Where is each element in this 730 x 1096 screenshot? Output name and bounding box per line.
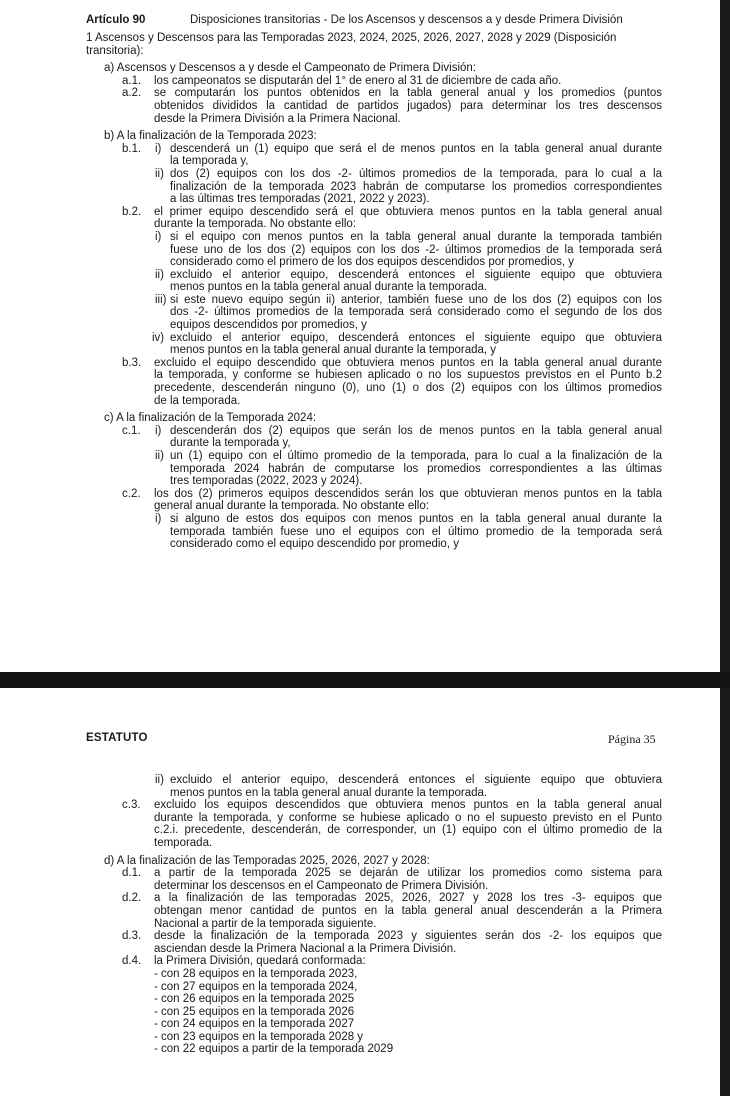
item-text: considerado como el primero de los dos equipos descendidos por promedios, y <box>170 256 575 269</box>
item-text: descenderán dos (2) equipos que serán los de menos puntos en la tabla general anual <box>170 424 662 437</box>
item-text: dos -2- últimos promedios de la temporada será considerado como el segundo de los dos <box>170 306 662 319</box>
item-label: a.2. <box>122 87 142 100</box>
item-d4 <box>0 955 730 968</box>
sub-label: ii) <box>155 450 164 462</box>
item-text: menos puntos en la tabla general anual durante la temporada. <box>170 786 488 799</box>
item-text: si alguno de estos dos equipos con menos puntos en la tabla general anual durante la <box>170 512 662 525</box>
item-text: temporada también fuese uno el equipos con el último promedio de la temporada será <box>170 525 662 538</box>
item-text: general anual durante la temporada. No obstante ello: <box>154 500 429 513</box>
item-text: si este nuevo equipo según ii) anterior, también fuese uno de los dos (2) equipos con los <box>170 293 662 306</box>
item-text: menos puntos en la tabla general anual durante la temporada, y <box>170 344 497 357</box>
item-text: los dos (2) primeros equipos descendidos serán los que obtuvieran menos puntos en la tabla <box>154 487 662 500</box>
item-text: finalización de la temporada 2023 habrán de computarse los promedios correspondientes <box>170 180 662 193</box>
section-c-title: c) A la finalización de la Temporada 2024: <box>104 412 317 425</box>
page-number: Página 35 <box>608 732 656 746</box>
item-text: durante la temporada y, <box>170 437 291 450</box>
sub-label: i) <box>155 230 162 243</box>
list-item: - con 25 equipos en la temporada 2026 <box>154 1005 355 1018</box>
item-text: temporada. <box>154 836 213 849</box>
sub-label: i) <box>155 142 162 155</box>
item-d2 <box>0 892 730 905</box>
item-label: c.3. <box>122 799 141 812</box>
item-b1 <box>0 143 730 156</box>
item-text: equipos descendidos por promedios, y <box>170 319 367 332</box>
sub-label: ii) <box>155 774 164 786</box>
item-text: excluido el anterior equipo, descenderá entonces el siguiente equipo que obtuviera <box>170 268 662 281</box>
running-header: ESTATUTO <box>86 732 148 744</box>
item-b2-iii <box>0 294 730 307</box>
item-text: dos (2) equipos con los dos -2- últimos promedios de la temporada, para lo cual a la <box>170 167 662 180</box>
page-35-lower <box>0 688 730 1096</box>
item-b1-ii <box>0 168 730 181</box>
item-c1-ii <box>0 450 730 463</box>
item-label: c.2. <box>122 487 141 500</box>
list-item: - con 26 equipos en la temporada 2025 <box>154 993 355 1006</box>
item-text: Nacional a partir de la temporada siguiente. <box>154 917 377 930</box>
item-text: durante la temporada, y conforme se hubiese aplicado o no el supuesto previsto en el Punto <box>154 811 662 824</box>
sub-label: iv) <box>152 331 165 344</box>
section-d-title: d) A la finalización de las Temporadas 2025, 2026, 2027 y 2028: <box>104 854 430 867</box>
item-text: un (1) equipo con el último promedio de la temporada, para lo cual a la finalización de la <box>170 450 662 462</box>
item-text: temporada 2024 habrán de computarse los promedios correspondientes a las últimas <box>170 462 662 475</box>
item-b2 <box>0 206 730 219</box>
sub-label: i) <box>155 424 162 437</box>
item-label: b.1. <box>122 142 142 155</box>
sub-label: ii) <box>155 268 164 281</box>
item-a2 <box>0 87 730 100</box>
item-text: los campeonatos se disputarán del 1° de enero al 31 de diciembre de cada año. <box>154 74 562 87</box>
item-text: menos puntos en la tabla general anual durante la temporada. <box>170 281 488 294</box>
item-text: la temporada, y conforme se hubiesen aplicado o no los supuestos previstos en el Punto b.2 <box>154 369 662 382</box>
item-text: si el equipo con menos puntos en la tabla general anual durante la temporada también <box>170 230 662 243</box>
item-label: a.1. <box>122 74 142 87</box>
section-a-title: a) Ascensos y Descensos a y desde el Campeonato de Primera División: <box>104 62 477 75</box>
article-body-continued <box>0 774 730 1056</box>
item-text: excluido el equipo descendido que obtuviera menos puntos en la tabla general anual durante <box>154 356 662 369</box>
item-text: se computarán los puntos obtenidos en la tabla general anual y los promedios (puntos <box>154 87 662 100</box>
article-body <box>0 32 730 551</box>
list-item: - con 23 equipos en la temporada 2028 y <box>154 1030 364 1043</box>
item-text: obtenidos divididos la cantidad de partidos jugados) para determinar los tres descensos <box>154 99 662 112</box>
item-c3 <box>0 799 730 812</box>
item-text: el primer equipo descendido será el que obtuviera menos puntos en la tabla general anual <box>154 205 662 218</box>
item-text: durante la temporada. No obstante ello: <box>154 218 357 231</box>
sub-label: i) <box>155 512 162 525</box>
item-text: considerado como el equipo descendido por promedio, y <box>170 538 459 551</box>
item-label: c.1. <box>122 424 141 437</box>
list-item: - con 24 equipos en la temporada 2027 <box>154 1018 355 1031</box>
item-text: determinar los descensos en el Campeonato de Primera División. <box>154 879 489 892</box>
list-item: - con 27 equipos en la temporada 2024, <box>154 980 358 993</box>
item-text: fuese uno de los dos (2) equipos con los dos -2- últimos promedios de la temporada será <box>170 243 662 256</box>
item-label: b.2. <box>122 205 142 218</box>
item-label: d.1. <box>122 867 142 880</box>
intro-line: transitoria): <box>86 44 144 57</box>
item-label: d.2. <box>122 892 142 905</box>
item-b2-ii <box>0 269 730 282</box>
item-b2-iv <box>0 332 730 345</box>
item-label: b.3. <box>122 356 142 369</box>
sub-label: iii) <box>155 293 167 306</box>
list-item: - con 28 equipos en la temporada 2023, <box>154 967 358 980</box>
intro-line: 1 Ascensos y Descensos para las Temporadas 2023, 2024, 2025, 2026, 2027, 2028 y 2029 (Disposición <box>86 32 617 44</box>
item-text: la Primera División, quedará conformada: <box>154 955 366 968</box>
list-item: - con 22 equipos a partir de la temporada 2029 <box>154 1043 394 1056</box>
item-b2-i <box>0 231 730 244</box>
item-a1 <box>0 75 730 88</box>
item-text: a la finalización de las temporadas 2025, 2026, 2027 y 2028 los tres -3- equipos que <box>154 892 662 905</box>
item-text: desde la Primera División a la Primera Nacional. <box>154 112 401 125</box>
sub-label: ii) <box>155 167 164 180</box>
item-d3 <box>0 930 730 943</box>
page-separator <box>0 672 730 688</box>
item-text: a partir de la temporada 2025 se dejarán de utilizar los promedios como sistema para <box>154 867 662 880</box>
item-text: descenderá un (1) equipo que será el de menos puntos en la tabla general anual durante <box>170 142 662 155</box>
item-text: precedente, descenderán ninguno (0), uno (1) o dos (2) equipos con los últimos promedios <box>154 382 662 395</box>
item-c2 <box>0 488 730 501</box>
item-text: excluido el anterior equipo, descenderá entonces el siguiente equipo que obtuviera <box>170 774 662 786</box>
article-heading: Disposiciones transitorias - De los Ascensos y descensos a y desde Primera División <box>190 14 623 26</box>
item-c1 <box>0 425 730 438</box>
item-text: de la temporada. <box>154 394 241 407</box>
item-c2-ii <box>0 774 730 787</box>
item-text: excluido el anterior equipo, descenderá entonces el siguiente equipo que obtuviera <box>170 331 662 344</box>
item-d1 <box>0 867 730 880</box>
item-text: c.2.i. precedente, descenderán, de corresponder, un (1) equipo con el último promedio de la <box>154 824 662 837</box>
item-label: d.3. <box>122 930 142 943</box>
item-b3 <box>0 357 730 370</box>
item-c2-i <box>0 513 730 526</box>
item-text: tres temporadas (2022, 2023 y 2024). <box>170 475 363 488</box>
item-label: d.4. <box>122 955 142 968</box>
item-text: la temporada y, <box>170 155 249 168</box>
item-text: desde la finalización de la temporada 2023 y siguientes serán dos -2- los equipos que <box>154 930 662 943</box>
item-text: excluido los equipos descendidos que obtuviera menos puntos en la tabla general anual <box>154 799 662 812</box>
article-label: Artículo 90 <box>86 14 146 26</box>
item-text: obtengan menor cantidad de puntos en la tabla general anual descenderán a la Primera <box>154 904 662 917</box>
section-b-title: b) A la finalización de la Temporada 2023: <box>104 130 317 143</box>
item-text: asciendan desde la Primera Nacional a la Primera División. <box>154 942 457 955</box>
item-text: a las últimas tres temporadas (2021, 2022 y 2023). <box>170 193 430 206</box>
